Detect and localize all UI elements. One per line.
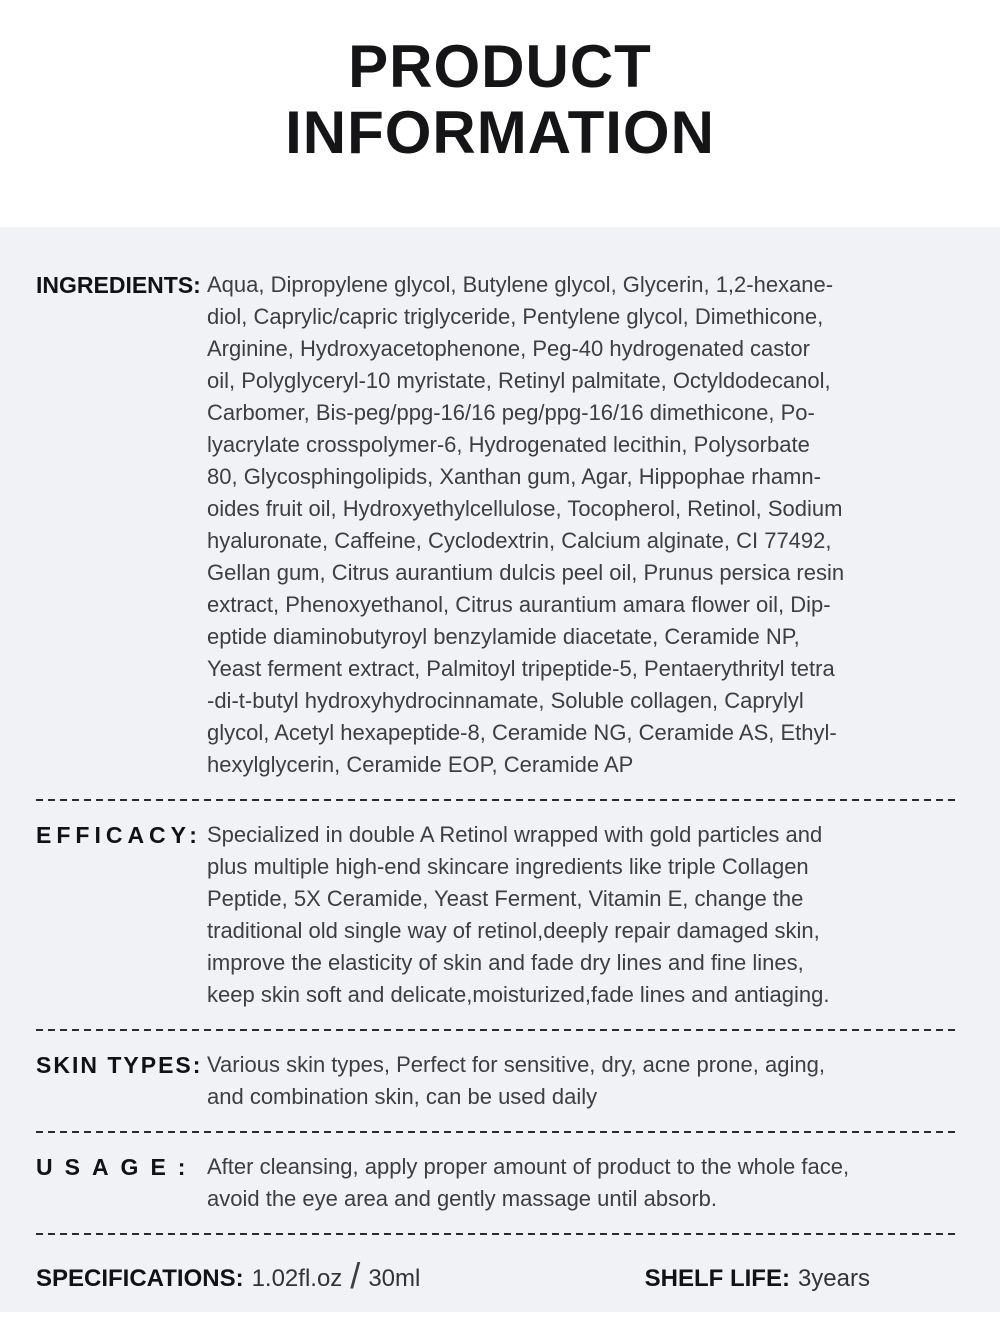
skin-types-text bbox=[207, 1049, 956, 1113]
shelf-life-label: SHELF LIFE: bbox=[644, 1265, 790, 1292]
section-usage bbox=[36, 1151, 956, 1215]
text-line: lyacrylate crosspolymer-6, Hydrogenated lecithin, Polysorbate bbox=[207, 432, 810, 457]
specifications-volume-ml: 30ml bbox=[368, 1265, 421, 1292]
dashed-divider bbox=[36, 799, 956, 801]
product-information-panel bbox=[0, 227, 1000, 1312]
text-line: Arginine, Hydroxyacetophenone, Peg-40 hydrogenated castor bbox=[207, 336, 810, 361]
section-ingredients bbox=[36, 269, 956, 781]
shelf-life-value: 3years bbox=[797, 1265, 870, 1292]
specifications-label: SPECIFICATIONS: bbox=[36, 1265, 244, 1292]
ingredients-label: INGREDIENTS: bbox=[36, 272, 201, 298]
specifications-slash: / bbox=[350, 1255, 361, 1296]
specifications-row bbox=[36, 1253, 956, 1295]
text-line: avoid the eye area and gently massage until absorb. bbox=[207, 1186, 717, 1211]
page-header bbox=[0, 0, 1000, 227]
text-line: Aqua, Dipropylene glycol, Butylene glycol, Glycerin, 1,2-hexane- bbox=[207, 272, 834, 297]
section-efficacy bbox=[36, 819, 956, 1011]
dashed-divider bbox=[36, 1029, 956, 1031]
text-line: hexylglycerin, Ceramide EOP, Ceramide AP bbox=[207, 752, 634, 777]
text-line: eptide diaminobutyroyl benzylamide diacetate, Ceramide NP, bbox=[207, 624, 800, 649]
efficacy-text bbox=[207, 819, 956, 1011]
text-line: 80, Glycosphingolipids, Xanthan gum, Agar, Hippophae rhamn- bbox=[207, 464, 821, 489]
skin-types-label: SKIN TYPES: bbox=[36, 1052, 203, 1078]
text-line: -di-t-butyl hydroxyhydrocinnamate, Soluble collagen, Caprylyl bbox=[207, 688, 804, 713]
section-skin-types bbox=[36, 1049, 956, 1113]
dashed-divider bbox=[36, 1131, 956, 1133]
text-line: Carbomer, Bis-peg/ppg-16/16 peg/ppg-16/16 dimethicone, Po- bbox=[207, 400, 815, 425]
ingredients-text bbox=[207, 269, 956, 781]
shelf-life-group bbox=[645, 1265, 870, 1293]
text-line: Various skin types, Perfect for sensitive, dry, acne prone, aging, bbox=[207, 1052, 825, 1077]
text-line: and combination skin, can be used daily bbox=[207, 1084, 598, 1109]
text-line: Peptide, 5X Ceramide, Yeast Ferment, Vitamin E, change the bbox=[207, 886, 804, 911]
text-line: extract, Phenoxyethanol, Citrus aurantium amara flower oil, Dip- bbox=[207, 592, 831, 617]
text-line: Specialized in double A Retinol wrapped with gold particles and bbox=[207, 822, 823, 847]
text-line: diol, Caprylic/capric triglyceride, Pentylene glycol, Dimethicone, bbox=[207, 304, 824, 329]
dashed-divider bbox=[36, 1233, 956, 1235]
text-line: keep skin soft and delicate,moisturized,fade lines and antiaging. bbox=[207, 982, 830, 1007]
text-line: improve the elasticity of skin and fade dry lines and fine lines, bbox=[207, 950, 804, 975]
efficacy-label: EFFICACY: bbox=[36, 822, 202, 848]
text-line: oides fruit oil, Hydroxyethylcellulose, Tocopherol, Retinol, Sodium bbox=[207, 496, 843, 521]
text-line: After cleansing, apply proper amount of product to the whole face, bbox=[207, 1154, 850, 1179]
text-line: traditional old single way of retinol,deeply repair damaged skin, bbox=[207, 918, 820, 943]
usage-label: USAGE: bbox=[36, 1154, 198, 1180]
usage-text bbox=[207, 1151, 956, 1215]
page-title-line-1: PRODUCT bbox=[348, 33, 652, 100]
text-line: Yeast ferment extract, Palmitoyl tripeptide-5, Pentaerythrityl tetra bbox=[207, 656, 835, 681]
text-line: glycol, Acetyl hexapeptide-8, Ceramide NG, Ceramide AS, Ethyl- bbox=[207, 720, 837, 745]
text-line: hyaluronate, Caffeine, Cyclodextrin, Calcium alginate, CI 77492, bbox=[207, 528, 832, 553]
page-title-line-2: INFORMATION bbox=[285, 99, 715, 166]
text-line: oil, Polyglyceryl-10 myristate, Retinyl palmitate, Octyldodecanol, bbox=[207, 368, 831, 393]
specifications-volume-oz: 1.02fl.oz bbox=[251, 1265, 343, 1292]
text-line: plus multiple high-end skincare ingredients like triple Collagen bbox=[207, 854, 809, 879]
text-line: Gellan gum, Citrus aurantium dulcis peel oil, Prunus persica resin bbox=[207, 560, 845, 585]
